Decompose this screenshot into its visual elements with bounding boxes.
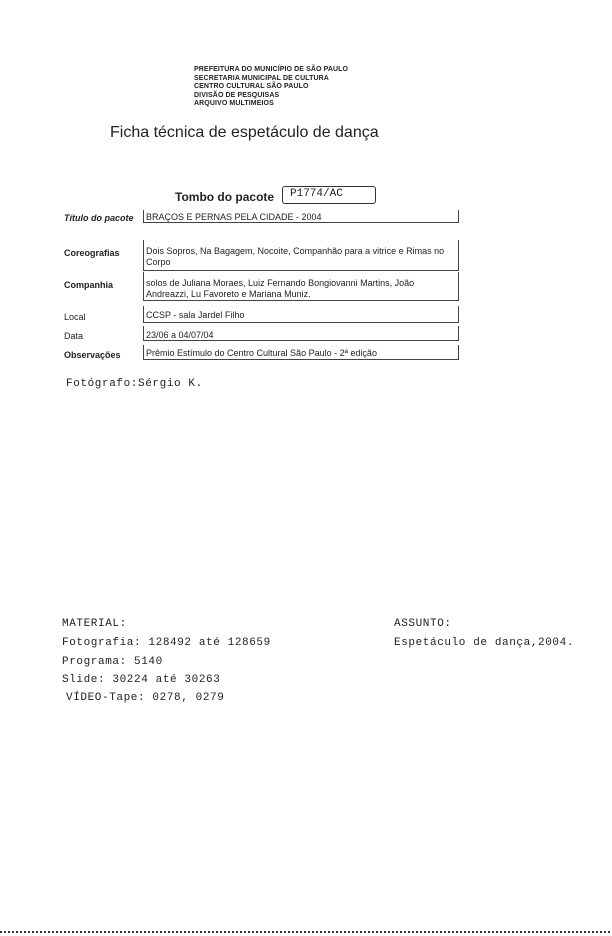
material-line: Fotografia: 128492 até 128659 — [62, 637, 271, 649]
local-value: CCSP - sala Jardel Filho — [146, 310, 245, 320]
observacoes-value: Prêmio Estímulo do Centro Cultural São Paulo - 2ª edição — [146, 348, 377, 358]
assunto-value: Espetáculo de dança,2004. — [394, 637, 575, 649]
coreografias-label: Coreografias — [64, 248, 120, 258]
material-line: Programa: 5140 — [62, 656, 163, 668]
companhia-label: Companhia — [64, 280, 114, 290]
material-line: VÍDEO-Tape: 0278, 0279 — [66, 692, 225, 704]
assunto-label: ASSUNTO: — [394, 618, 452, 630]
observacoes-label: Observações — [64, 350, 121, 360]
local-label: Local — [64, 312, 86, 322]
titulo-label: Título do pacote — [64, 213, 134, 223]
header-line: DIVISÃO DE PESQUISAS — [194, 91, 280, 99]
material-label: MATERIAL: — [62, 618, 127, 630]
header-line: ARQUIVO MULTIMEIOS — [194, 100, 274, 108]
institution-header — [194, 66, 394, 109]
material-line: Slide: 30224 até 30263 — [62, 674, 221, 686]
form-title: Ficha técnica de espetáculo de dança — [110, 124, 379, 141]
tombo-label: Tombo do pacote — [175, 190, 275, 204]
data-value: 23/06 a 04/07/04 — [146, 330, 214, 340]
header-line: PREFEITURA DO MUNICÍPIO DE SÃO PAULO — [194, 66, 349, 73]
companhia-value: solos de Juliana Moraes, Luiz Fernando Bongiovanni Martins, João Andreazzi, Lu Favoreto e Mariana Muniz. — [146, 278, 415, 299]
data-label: Data — [64, 331, 84, 341]
header-line: SECRETARIA MUNICIPAL DE CULTURA — [194, 74, 329, 82]
coreografias-value: Dois Sopros, Na Bagagem, Nocoite, Companhão para a vitrice e Rimas no Corpo — [146, 246, 445, 267]
fotografo-note: Fotógrafo:Sérgio K. — [66, 378, 203, 390]
header-line: CENTRO CULTURAL SÃO PAULO — [194, 83, 309, 91]
scan-edge-line — [0, 931, 612, 933]
tombo-value: P1774/AC — [290, 188, 343, 200]
titulo-value: BRAÇOS E PERNAS PELA CIDADE - 2004 — [146, 212, 322, 222]
